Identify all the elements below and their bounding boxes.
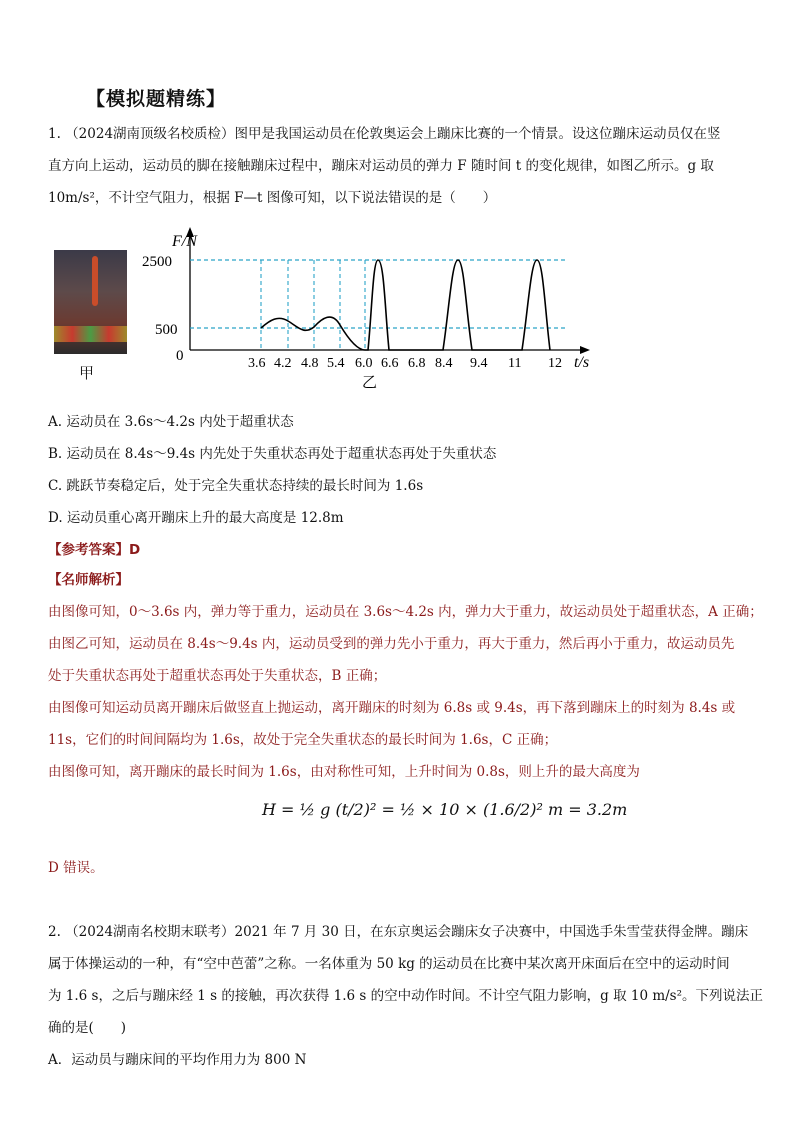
athlete-figure [92,256,98,306]
x-tick-6.8: 6.8 [408,356,426,371]
q2-stem-line3: 为 1.6 s，之后与蹦床经 1 s 的接触，再次获得 1.6 s 的空中动作时间。不计空气阻力影响，g 取 10 m/s²。下列说法正 [48,988,764,1004]
x-tick-5.4: 5.4 [327,356,345,371]
q1-option-b: B. 运动员在 8.4s～9.4s 内先处于失重状态再处于超重状态再处于失重状态 [48,446,497,462]
x-tick-labels [248,356,562,371]
q1-analysis-4: 由图像可知，离开蹦床的最长时间为 1.6s，由对称性可知，上升时间为 0.8s，则上升的最大高度为 [48,764,640,780]
y-tick-500: 500 [155,322,178,338]
vertical-guides [261,260,365,350]
q1-stem-line3: 10m/s²，不计空气阻力，根据 F—t 图像可知，以下说法错误的是（ ） [48,190,497,206]
x-tick-8.4: 8.4 [435,356,453,371]
q1-analysis-title: 【名师解析】 [48,572,129,588]
q1-analysis-2b: 处于失重状态再处于超重状态再处于失重状态，B 正确； [48,668,387,684]
x-tick-3.6: 3.6 [248,356,266,371]
x-tick-4.8: 4.8 [301,356,319,371]
q2-option-a: A．运动员与蹦床间的平均作用力为 800 N [48,1052,307,1068]
q1-option-a: A. 运动员在 3.6s～4.2s 内处于超重状态 [48,414,294,430]
q1-option-c: C. 跳跃节奏稳定后，处于完全失重状态持续的最长时间为 1.6s [48,478,424,494]
figure-label-jia: 甲 [79,364,95,382]
y-tick-0: 0 [176,348,184,364]
q1-conclusion: D 错误。 [48,860,104,876]
q1-analysis-3b: 11s，它们的时间间隔均为 1.6s，故处于完全失重状态的最长时间为 1.6s，C 正确； [48,732,558,748]
x-axis-label: t/s [574,354,590,371]
figure-label-yi: 乙 [362,375,378,391]
x-axis-arrow [580,346,590,354]
x-tick-6.0: 6.0 [355,356,373,371]
q2-stem-line1: 2. （2024湖南名校期末联考）2021 年 7 月 30 日，在东京奥运会蹦床女子决赛中，中国选手朱雪莹获得金牌。蹦床 [48,924,749,940]
section-title: 【模拟题精练】 [86,88,227,110]
trampoline-photo [54,250,127,354]
q1-stem-line1: 1. （2024湖南顶级名校质检）图甲是我国运动员在伦敦奥运会上蹦床比赛的一个情景。设这位蹦床运动员仅在竖 [48,126,721,142]
y-axis-label: F/N [172,233,197,250]
q1-analysis-1: 由图像可知，0～3.6s 内，弹力等于重力，运动员在 3.6s～4.2s 内，弹力大于重力，故运动员处于超重状态，A 正确； [48,604,763,620]
y-tick-2500: 2500 [142,254,172,270]
trampoline-mat [54,326,127,342]
x-tick-4.2: 4.2 [274,356,292,371]
q1-answer: 【参考答案】D [48,542,141,558]
q2-stem-line2: 属于体操运动的一种，有“空中芭蕾”之称。一名体重为 50 kg 的运动员在比赛中某次离开床面后在空中的运动时间 [48,956,730,972]
q1-stem-line2: 直方向上运动，运动员的脚在接触蹦床过程中，蹦床对运动员的弹力 F 随时间 t 的变化规律，如图乙所示。g 取 [48,158,714,174]
q1-option-d: D. 运动员重心离开蹦床上升的最大高度是 12.8m [48,510,344,526]
x-tick-12: 12 [548,356,562,371]
q2-stem-line4: 确的是( ) [48,1020,127,1036]
x-tick-6.6: 6.6 [381,356,399,371]
x-tick-9.4: 9.4 [470,356,488,371]
q1-analysis-2a: 由图乙可知，运动员在 8.4s～9.4s 内，运动员受到的弹力先小于重力，再大于重力，然后再小于重力，故运动员先 [48,636,735,652]
x-tick-11: 11 [508,356,522,371]
force-time-chart [142,225,620,395]
q1-formula: H = ½ g (t/2)² = ½ × 10 × (1.6/2)² m = 3.2m [262,800,628,819]
force-curve [261,260,550,350]
q1-analysis-3a: 由图像可知运动员离开蹦床后做竖直上抛运动，离开蹦床的时刻为 6.8s 或 9.4s，再下落到蹦床上的时刻为 8.4s 或 [48,700,736,716]
